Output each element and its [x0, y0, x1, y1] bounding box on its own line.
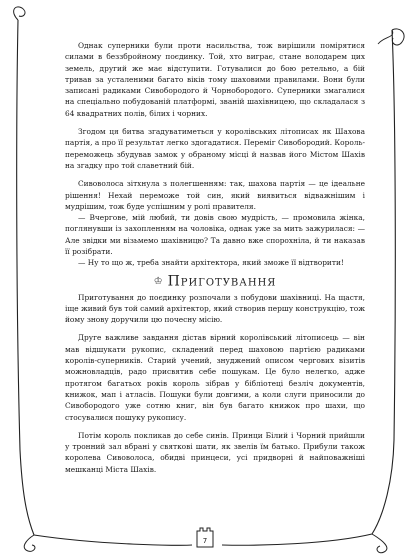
paragraph: Згодом ця битва згадуватиметься у королівських літописах як Шахова партія, а про її результат легко здогадатися. Переміг Сивобородий. Король-переможець збудував замок у обраному місці й назвав його Містом Шахів на згадку про той славетний бій. [65, 127, 365, 170]
paragraph: Однак суперники були проти насильства, тож вирішили помірятися силами в беззбройному поєдинку. Той, хто виграє, стане володарем цих земель, другий же має відступити. Готувалися до бою ретельно, а бій тривав за усталеними багато віків тому шаховими правилами. Вони були записані радиками Сивобородого й Чорнобородого. Суперники змагалися на спеціально побудованій платформі, званій шахівницею, що складалася з 64 квадратних полів, білих і чорних. [65, 41, 365, 118]
paragraph: Потім король покликав до себе синів. Принци Білий і Чорний прийшли у тронний зал вбрані у святкові шати, як звелів їм батько. Прибули також королева Сивоволоса, обидві принцеси, усі придворні й найповажніші мешканці Міста Шахів. [65, 430, 365, 474]
main-text [65, 40, 365, 475]
chess-piece-icon: ♔ [153, 275, 164, 287]
section-heading [65, 273, 365, 290]
paragraph: Сивоволоса зітхнула з полегшенням: так, шахова партія — це ідеальне рішення! Нехай переможе той син, який виявиться відважнішим і мудрішим, тож буде успішним у ролі правителя. [65, 179, 365, 211]
paragraph: Приготування до поєдинку розпочали з побудови шахівниці. На щастя, іще живий був той самий архітектор, який створив першу конструкцію, тож йому знову доручили цю почесну місію. [65, 292, 365, 325]
section-heading-text: Приготування [167, 273, 277, 290]
page-number-text: 7 [202, 537, 208, 545]
page-number [194, 525, 216, 549]
paragraph: — Вчергове, мій любий, ти довів свою мудрість, — промовила жінка, поглянувши із захопленням на чоловіка, однак уже за мить зажурилася: — Але звідки ми візьмемо шахівницю? Та давно вже спорохніла, й ти наказав її розібрати. [65, 213, 365, 257]
paragraph: Друге важливе завдання дістав вірний королівський літописець — він мав відшукати рукопис, складений перед шаховою партією радиками королів-суперників. Старий учений, знуджений описом чергових візитів можновладців, радо присвятив себе пошукам. Це було нелегко, адже протягом багатьох років король зібрав у бібліотеці безліч документів, книжок, мап і атласів. Пошуки були довгими, а коли слуги приносили до Сивобородого уже сотню книг, він був багато книжок про шахи, що стосувалися пошуку рукопису. [65, 333, 365, 422]
paragraph: — Ну то що ж, треба знайти архітектора, який зможе її відтворити! [78, 258, 344, 268]
